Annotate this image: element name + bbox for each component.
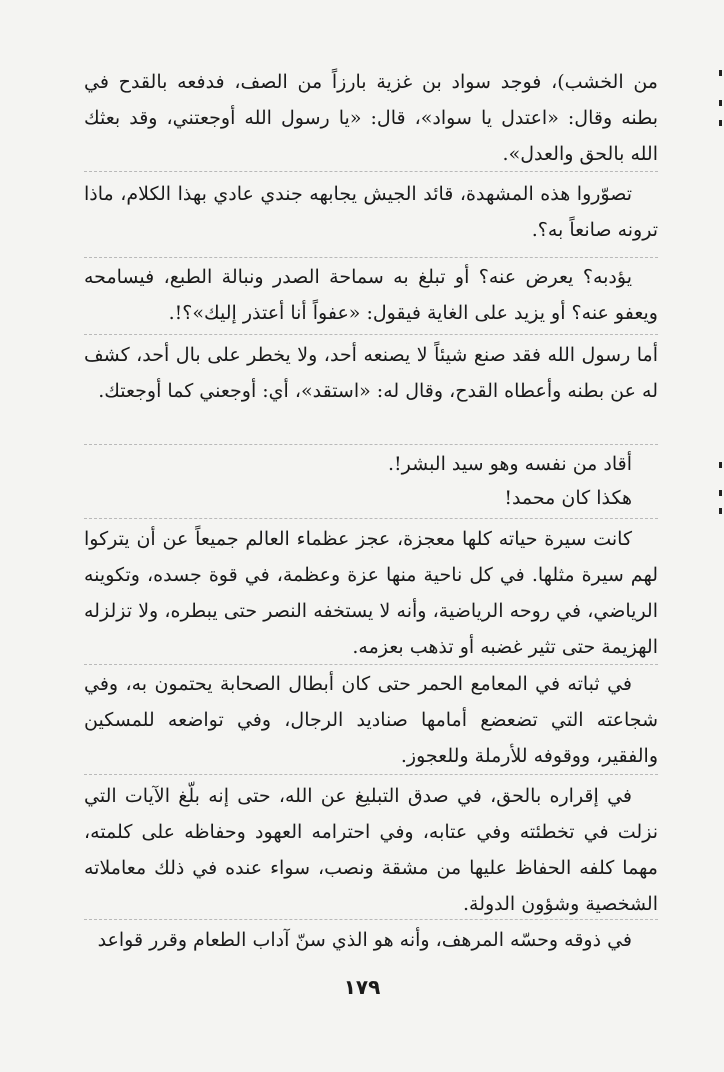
paragraph-separator (84, 774, 658, 776)
paragraph-6: هكذا كان محمد! (504, 487, 632, 509)
scan-edge-mark (719, 462, 722, 468)
scan-edge-mark (719, 100, 722, 106)
paragraph-5: أقاد من نفسه وهو سيد البشر!. (387, 453, 632, 475)
paragraph-1: من الخشب)، فوجد سواد بن غزية بارزاً من الصف، فدفعه بالقدح في بطنه وقال: «اعتدل يا سواد»، قال: «يا رسول الله أوجعتني، وقد بعثك الله بالحق والعدل». (84, 71, 658, 165)
paragraph-9: في إقراره بالحق، في صدق التبليغ عن الله، حتى إنه بلّغ الآيات التي نزلت في تخطئته وفي عتابه، وفي احترامه العهود وحفاظه على كلمته، مهما كلفه الحفاظ عليها من مشقة ونصب، سواء عنده في ذلك معاملاته الشخصية وشؤون الدولة. (84, 785, 658, 915)
scan-edge-mark (719, 490, 722, 496)
paragraph-10: في ذوقه وحسّه المرهف، وأنه هو الذي سنّ آداب الطعام وقرر قواعد (97, 929, 632, 951)
paragraph-3: يؤدبه؟ يعرض عنه؟ أو تبلغ به سماحة الصدر ونبالة الطبع، فيسامحه ويعفو عنه؟ أو يزيد على الغاية فيقول: «عفواً أنا أعتذر إليك»؟!. (84, 266, 658, 324)
paragraph-separator (84, 518, 658, 520)
paragraph-7: كانت سيرة حياته كلها معجزة، عجز عظماء العالم جميعاً عن أن يتركوا لهم سيرة مثلها. في كل ناحية منها عزة وعظمة، في قوة جسده، وتكوينه الرياضي، في روحه الرياضية، وأنه لا يستخفه النصر حتى يبطره، ولا تزلزله الهزيمة حتى تثير غضبه أو تذهب بعزمه. (84, 528, 658, 658)
paragraph-separator (84, 919, 658, 921)
page-number: ١٧٩ (343, 975, 381, 999)
paragraph-4: أما رسول الله فقد صنع شيئاً لا يصنعه أحد، ولا يخطر على بال أحد، كشف له عن بطنه وأعطاه القدح، وقال له: «استقد»، أي: أوجعني كما أوجعتك. (84, 344, 658, 402)
paragraph-8: في ثباته في المعامع الحمر حتى كان أبطال الصحابة يحتمون به، وفي شجاعته التي تضعضع أمامها صناديد الرجال، وفي تواضعه للمسكين والفقير، ووقوفه للأرملة وللعجوز. (84, 673, 658, 767)
paragraph-separator (84, 334, 658, 336)
scan-edge-mark (719, 120, 722, 126)
scan-edge-mark (719, 70, 722, 76)
paragraph-separator (84, 171, 658, 173)
paragraph-2: تصوّروا هذه المشهدة، قائد الجيش يجابهه جندي عادي بهذا الكلام، ماذا ترونه صانعاً به؟. (84, 183, 658, 241)
scan-edge-mark (719, 508, 722, 514)
